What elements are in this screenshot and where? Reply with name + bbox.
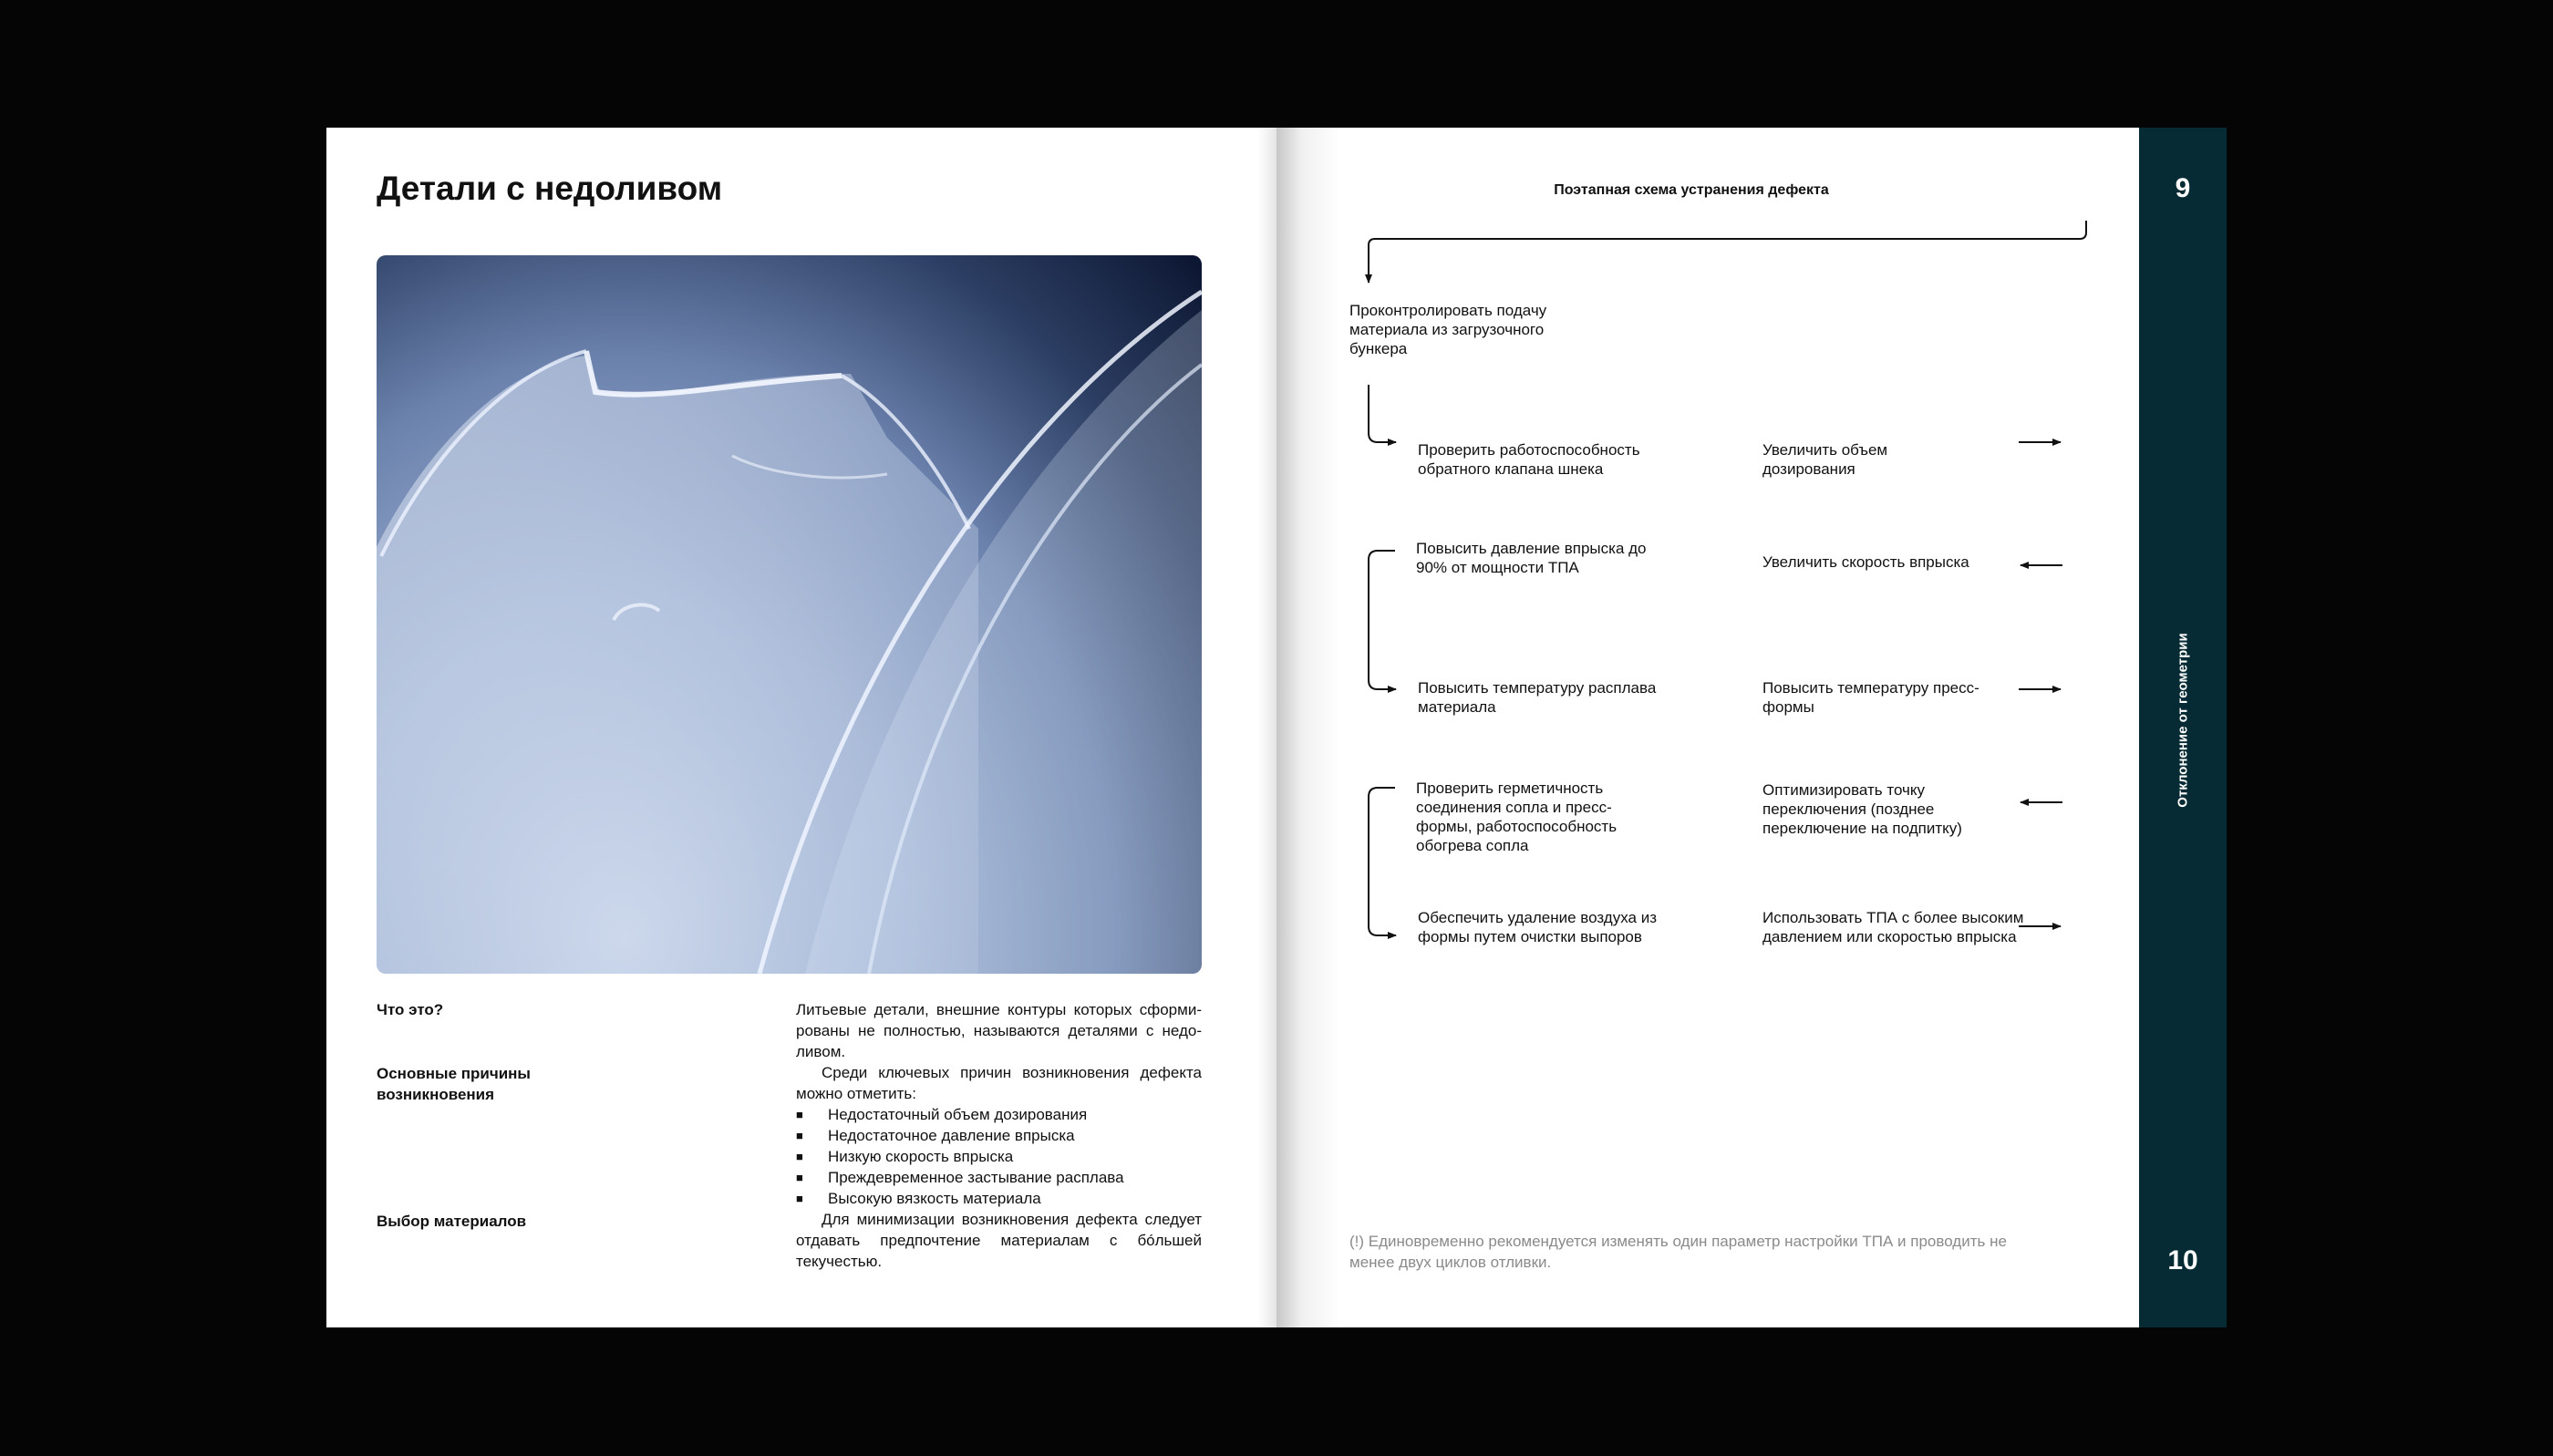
step-7: Повысить температуру пресс-формы (1762, 679, 1979, 716)
book-spread (326, 128, 2227, 1327)
step-11: Использовать ТПА с более высоким давлением или скоростью впрыска (1762, 909, 2024, 945)
what-is-it-label: Что это? (377, 1001, 444, 1018)
list-item: ■ Недостаточное давление впрыска (796, 1125, 1202, 1146)
chapter-label: Отклонение от геометрии (2175, 633, 2191, 808)
causes-list (796, 1104, 1202, 1209)
left-page (326, 128, 1276, 1327)
step-6: Повысить температуру расплава материала (1418, 679, 1657, 716)
step-9: Проверить герметичность соединения сопла и пресс-формы, работоспособность обогрева сопла (1416, 780, 1618, 854)
description-text-block (796, 999, 1202, 1272)
page-number-bottom: 10 (2167, 1245, 2198, 1275)
step-5: Повысить давление впрыска до 90% от мощности ТПА (1416, 540, 1647, 576)
flow-title: Поэтапная схема устранения дефекта (1554, 182, 1829, 198)
material-choice-text: Для минимизации возникновения дефекта следует отдавать предпочтение материалам с бóльшей текучестью. (796, 1211, 1202, 1270)
list-item: ■ Низкую скорость впрыска (796, 1146, 1202, 1167)
transparent-plastic-part-photo (377, 255, 1202, 974)
photo-illustration (377, 255, 1202, 974)
list-item: ■ Недостаточный объем дозирования (796, 1104, 1202, 1125)
step-3: Увеличить объем дозирования (1762, 441, 1888, 478)
list-item: ■ Преждевременное застывание расплава (796, 1167, 1202, 1188)
page-title: Детали с недоливом (377, 170, 723, 207)
chapter-sidebar (2139, 128, 2227, 1327)
main-causes-label: Основные причины возникновения (377, 1065, 531, 1103)
step-4: Увеличить скорость впрыска (1762, 553, 1969, 571)
step-10: Обеспечить удаление воздуха из формы путем очистки выпоров (1418, 909, 1658, 945)
step-8: Оптимизировать точку переключения (позднее переключение на подпитку) (1762, 781, 1962, 837)
right-page (1276, 128, 2227, 1327)
material-choice-label: Выбор материалов (377, 1213, 527, 1230)
list-item: ■ Высокую вязкость материала (796, 1188, 1202, 1209)
footnote: (!) Единовременно рекомендуется изменять один параметр настройки ТПА и проводить не менее двух циклов отливки. (1349, 1233, 2007, 1271)
step-1: Проконтролировать подачу материала из загрузочного бункера (1349, 302, 1547, 357)
page-number-top: 9 (2175, 173, 2191, 203)
causes-intro-text: Среди ключевых причин возникновения дефекта можно отметить: (796, 1064, 1202, 1102)
what-is-it-text: Литьевые детали, внешние контуры которых сформированы не полностью, называются деталями с недоливом. (796, 1001, 1202, 1060)
step-2: Проверить работоспособность обратного клапана шнека (1418, 441, 1640, 478)
